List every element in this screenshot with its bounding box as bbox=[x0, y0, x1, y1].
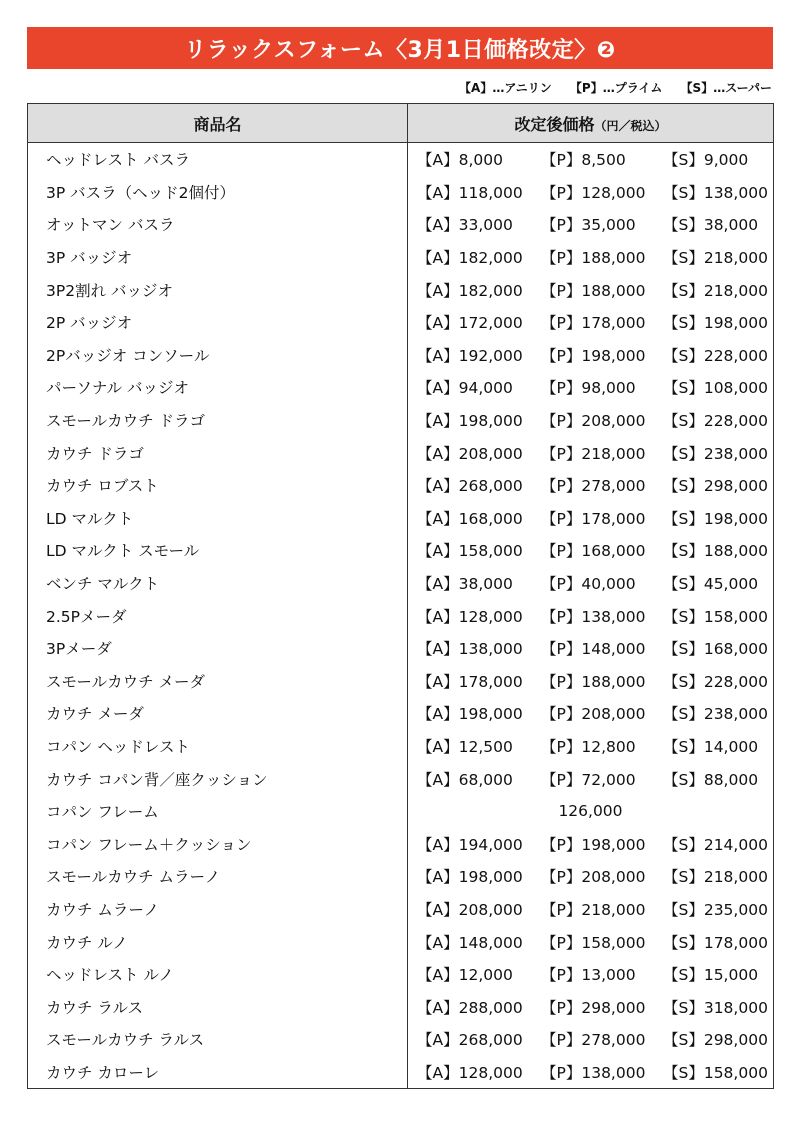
price-aniline: 【A】172,000 bbox=[417, 314, 523, 333]
price-cell bbox=[408, 567, 774, 600]
price-prime: 【P】198,000 bbox=[541, 346, 646, 365]
price-aniline: 【A】138,000 bbox=[417, 640, 523, 659]
table-row bbox=[28, 958, 774, 991]
product-name: 3P バスラ（ヘッド2個付） bbox=[28, 176, 408, 209]
product-name: 3Pメーダ bbox=[28, 632, 408, 665]
price-super: 【S】235,000 bbox=[663, 900, 768, 919]
price-prime: 【P】13,000 bbox=[541, 966, 636, 985]
price-super: 【S】238,000 bbox=[663, 444, 768, 463]
price-super: 【S】45,000 bbox=[663, 575, 759, 594]
table-row bbox=[28, 795, 774, 828]
product-name: オットマン バスラ bbox=[28, 208, 408, 241]
price-cell bbox=[408, 730, 774, 763]
price-aniline: 【A】268,000 bbox=[417, 477, 523, 496]
table-row bbox=[28, 143, 774, 176]
product-name: ヘッドレスト バスラ bbox=[28, 143, 408, 176]
price-super: 【S】218,000 bbox=[663, 868, 768, 887]
product-name: 2.5Pメーダ bbox=[28, 599, 408, 632]
price-prime: 【P】98,000 bbox=[541, 379, 636, 398]
price-cell bbox=[408, 795, 774, 828]
price-super: 【S】138,000 bbox=[663, 183, 768, 202]
product-name: カウチ ルノ bbox=[28, 925, 408, 958]
product-name: コパン フレーム＋クッション bbox=[28, 827, 408, 860]
product-name: コパン ヘッドレスト bbox=[28, 730, 408, 763]
price-cell bbox=[408, 502, 774, 535]
price-cell bbox=[408, 241, 774, 274]
legend-item-prime: 【P】…プライム bbox=[569, 81, 663, 95]
price-super: 【S】158,000 bbox=[663, 1063, 768, 1082]
product-name: LD マルクト bbox=[28, 502, 408, 535]
price-prime: 【P】178,000 bbox=[541, 314, 646, 333]
price-cell bbox=[408, 697, 774, 730]
product-name: カウチ ラルス bbox=[28, 990, 408, 1023]
price-cell bbox=[408, 306, 774, 339]
table-body bbox=[28, 143, 774, 1089]
price-prime: 【P】168,000 bbox=[541, 542, 646, 561]
price-table bbox=[27, 103, 774, 1089]
price-aniline: 【A】208,000 bbox=[417, 444, 523, 463]
product-name: ヘッドレスト ルノ bbox=[28, 958, 408, 991]
price-aniline: 【A】182,000 bbox=[417, 281, 523, 300]
price-aniline: 【A】12,500 bbox=[417, 737, 513, 756]
price-super: 【S】298,000 bbox=[663, 1031, 768, 1050]
table-row bbox=[28, 762, 774, 795]
price-unit-note: （円／税込） bbox=[594, 118, 667, 133]
price-super: 【S】298,000 bbox=[663, 477, 768, 496]
price-prime: 【P】298,000 bbox=[541, 998, 646, 1017]
price-cell bbox=[408, 762, 774, 795]
price-super: 【S】168,000 bbox=[663, 640, 768, 659]
price-single: 126,000 bbox=[558, 802, 623, 821]
product-name: カウチ コパン背／座クッション bbox=[28, 762, 408, 795]
price-cell bbox=[408, 469, 774, 502]
table-row bbox=[28, 730, 774, 763]
table-row bbox=[28, 893, 774, 926]
price-super: 【S】14,000 bbox=[663, 737, 759, 756]
table-row bbox=[28, 1023, 774, 1056]
product-name: LD マルクト スモール bbox=[28, 534, 408, 567]
product-name: ベンチ マルクト bbox=[28, 567, 408, 600]
product-name: カウチ ドラゴ bbox=[28, 436, 408, 469]
product-name: 2P バッジオ bbox=[28, 306, 408, 339]
price-super: 【S】228,000 bbox=[663, 412, 768, 431]
price-cell bbox=[408, 827, 774, 860]
price-aniline: 【A】178,000 bbox=[417, 672, 523, 691]
product-name: スモールカウチ ムラーノ bbox=[28, 860, 408, 893]
price-aniline: 【A】118,000 bbox=[417, 183, 523, 202]
price-cell bbox=[408, 339, 774, 372]
price-super: 【S】228,000 bbox=[663, 672, 768, 691]
table-row bbox=[28, 860, 774, 893]
price-super: 【S】15,000 bbox=[663, 966, 759, 985]
price-cell bbox=[408, 893, 774, 926]
table-row bbox=[28, 469, 774, 502]
column-header-product: 商品名 bbox=[28, 104, 408, 143]
product-name: パーソナル バッジオ bbox=[28, 371, 408, 404]
price-aniline: 【A】128,000 bbox=[417, 1063, 523, 1082]
product-name: コパン フレーム bbox=[28, 795, 408, 828]
product-name: スモールカウチ メーダ bbox=[28, 665, 408, 698]
price-prime: 【P】8,500 bbox=[541, 151, 626, 170]
price-aniline: 【A】192,000 bbox=[417, 346, 523, 365]
product-name: カウチ ムラーノ bbox=[28, 893, 408, 926]
product-name: カウチ メーダ bbox=[28, 697, 408, 730]
price-prime: 【P】208,000 bbox=[541, 412, 646, 431]
price-aniline: 【A】8,000 bbox=[417, 151, 503, 170]
product-name: 2Pバッジオ コンソール bbox=[28, 339, 408, 372]
price-aniline: 【A】94,000 bbox=[417, 379, 513, 398]
price-cell bbox=[408, 404, 774, 437]
table-row bbox=[28, 306, 774, 339]
table-row bbox=[28, 697, 774, 730]
price-cell bbox=[408, 990, 774, 1023]
price-prime: 【P】188,000 bbox=[541, 281, 646, 300]
table-row bbox=[28, 632, 774, 665]
product-name: 3P2割れ バッジオ bbox=[28, 273, 408, 306]
price-super: 【S】218,000 bbox=[663, 249, 768, 268]
price-cell bbox=[408, 925, 774, 958]
price-prime: 【P】218,000 bbox=[541, 900, 646, 919]
table-row bbox=[28, 404, 774, 437]
table-row bbox=[28, 436, 774, 469]
table-row bbox=[28, 208, 774, 241]
product-name: 3P バッジオ bbox=[28, 241, 408, 274]
price-super: 【S】38,000 bbox=[663, 216, 759, 235]
price-cell bbox=[408, 534, 774, 567]
table-row bbox=[28, 567, 774, 600]
price-cell bbox=[408, 143, 774, 176]
price-aniline: 【A】198,000 bbox=[417, 412, 523, 431]
price-cell bbox=[408, 371, 774, 404]
title-banner bbox=[27, 27, 773, 69]
price-aniline: 【A】288,000 bbox=[417, 998, 523, 1017]
price-prime: 【P】218,000 bbox=[541, 444, 646, 463]
price-cell bbox=[408, 176, 774, 209]
price-aniline: 【A】198,000 bbox=[417, 705, 523, 724]
price-prime: 【P】188,000 bbox=[541, 672, 646, 691]
table-row bbox=[28, 827, 774, 860]
price-aniline: 【A】268,000 bbox=[417, 1031, 523, 1050]
price-aniline: 【A】158,000 bbox=[417, 542, 523, 561]
price-aniline: 【A】148,000 bbox=[417, 933, 523, 952]
price-super: 【S】318,000 bbox=[663, 998, 768, 1017]
table-row bbox=[28, 241, 774, 274]
page-title: リラックスフォーム〈3月1日価格改定〉❷ bbox=[184, 37, 616, 63]
grade-legend bbox=[445, 79, 772, 96]
price-prime: 【P】72,000 bbox=[541, 770, 636, 789]
table-row bbox=[28, 990, 774, 1023]
table-row bbox=[28, 1056, 774, 1089]
table-row bbox=[28, 599, 774, 632]
price-prime: 【P】278,000 bbox=[541, 1031, 646, 1050]
price-aniline: 【A】128,000 bbox=[417, 607, 523, 626]
price-aniline: 【A】208,000 bbox=[417, 900, 523, 919]
price-aniline: 【A】168,000 bbox=[417, 509, 523, 528]
price-super: 【S】228,000 bbox=[663, 346, 768, 365]
price-aniline: 【A】12,000 bbox=[417, 966, 513, 985]
table-row bbox=[28, 273, 774, 306]
price-super: 【S】198,000 bbox=[663, 314, 768, 333]
price-super: 【S】238,000 bbox=[663, 705, 768, 724]
product-name: カウチ ロブスト bbox=[28, 469, 408, 502]
price-prime: 【P】278,000 bbox=[541, 477, 646, 496]
price-cell bbox=[408, 632, 774, 665]
price-cell bbox=[408, 599, 774, 632]
product-name: カウチ カローレ bbox=[28, 1056, 408, 1089]
price-super: 【S】9,000 bbox=[663, 151, 749, 170]
product-name: スモールカウチ ドラゴ bbox=[28, 404, 408, 437]
price-super: 【S】214,000 bbox=[663, 835, 768, 854]
price-super: 【S】88,000 bbox=[663, 770, 759, 789]
price-cell bbox=[408, 208, 774, 241]
price-aniline: 【A】198,000 bbox=[417, 868, 523, 887]
table-row bbox=[28, 665, 774, 698]
legend-item-aniline: 【A】…アニリン bbox=[459, 81, 552, 95]
price-prime: 【P】178,000 bbox=[541, 509, 646, 528]
price-super: 【S】188,000 bbox=[663, 542, 768, 561]
price-cell bbox=[408, 958, 774, 991]
price-prime: 【P】35,000 bbox=[541, 216, 636, 235]
price-super: 【S】108,000 bbox=[663, 379, 768, 398]
price-cell bbox=[408, 273, 774, 306]
table-row bbox=[28, 339, 774, 372]
price-aniline: 【A】68,000 bbox=[417, 770, 513, 789]
price-prime: 【P】138,000 bbox=[541, 1063, 646, 1082]
price-cell bbox=[408, 665, 774, 698]
table-row bbox=[28, 371, 774, 404]
table-row bbox=[28, 534, 774, 567]
price-prime: 【P】138,000 bbox=[541, 607, 646, 626]
price-super: 【S】218,000 bbox=[663, 281, 768, 300]
price-super: 【S】178,000 bbox=[663, 933, 768, 952]
table-header-row bbox=[28, 104, 774, 143]
price-prime: 【P】128,000 bbox=[541, 183, 646, 202]
column-header-price: 改定後価格（円／税込） bbox=[408, 104, 774, 143]
product-name: スモールカウチ ラルス bbox=[28, 1023, 408, 1056]
price-cell bbox=[408, 1056, 774, 1089]
price-prime: 【P】198,000 bbox=[541, 835, 646, 854]
price-prime: 【P】148,000 bbox=[541, 640, 646, 659]
legend-item-super: 【S】…スーパー bbox=[680, 81, 772, 95]
table-row bbox=[28, 502, 774, 535]
price-cell bbox=[408, 860, 774, 893]
price-prime: 【P】158,000 bbox=[541, 933, 646, 952]
price-prime: 【P】188,000 bbox=[541, 249, 646, 268]
price-prime: 【P】208,000 bbox=[541, 705, 646, 724]
price-cell bbox=[408, 1023, 774, 1056]
price-prime: 【P】12,800 bbox=[541, 737, 636, 756]
price-prime: 【P】208,000 bbox=[541, 868, 646, 887]
price-prime: 【P】40,000 bbox=[541, 575, 636, 594]
price-aniline: 【A】33,000 bbox=[417, 216, 513, 235]
table-row bbox=[28, 925, 774, 958]
price-super: 【S】158,000 bbox=[663, 607, 768, 626]
table-row bbox=[28, 176, 774, 209]
price-aniline: 【A】182,000 bbox=[417, 249, 523, 268]
price-cell bbox=[408, 436, 774, 469]
price-aniline: 【A】194,000 bbox=[417, 835, 523, 854]
price-aniline: 【A】38,000 bbox=[417, 575, 513, 594]
price-super: 【S】198,000 bbox=[663, 509, 768, 528]
